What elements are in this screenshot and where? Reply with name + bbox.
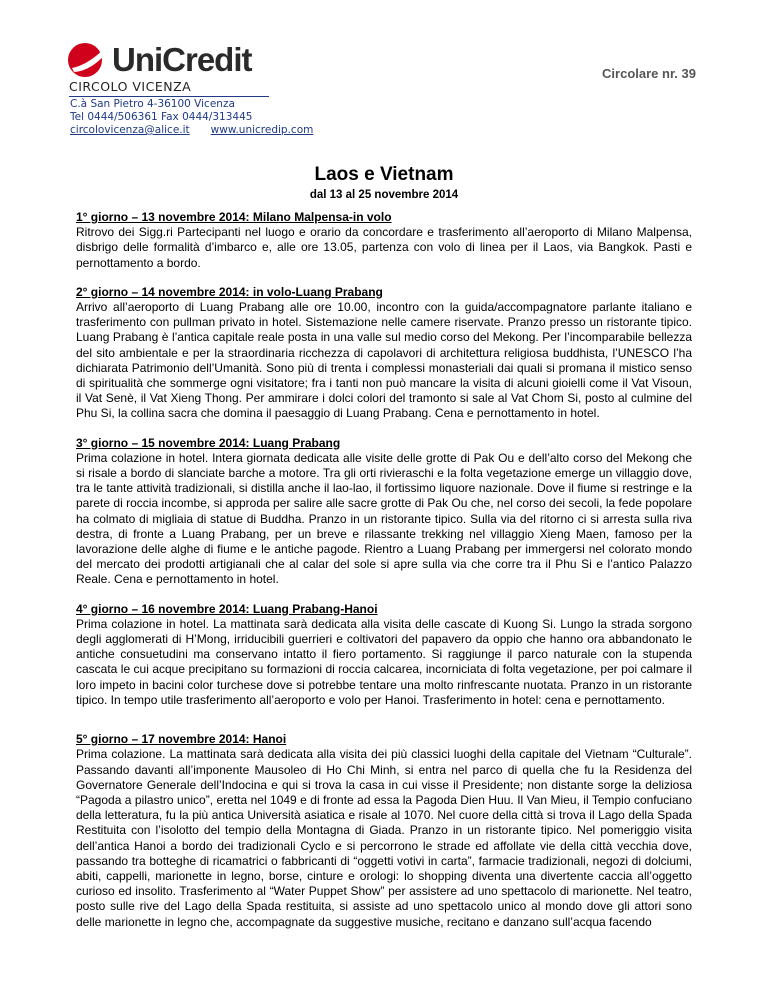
- day-heading: 5° giorno – 17 novembre 2014: Hanoi: [76, 732, 287, 747]
- itinerary-day: [76, 436, 692, 588]
- day-heading: 2° giorno – 14 novembre 2014: in volo-Luang Prabang: [76, 284, 383, 299]
- day-text: Prima colazione in hotel. La mattinata sarà dedicata alla visita delle cascate di Kuong Si. Lungo la strada sorgono degli agglomerati di H’Mong, irriducibili guerrieri e coltivatori del papavero da oppio che hanno ora abbandonato le antiche consuetudini ma conservano intatto il fiero portamento. Si raggiunge il parco naturale con la stupenda cascata le cui acque precipitano su formazioni di roccia calcarea, incorniciata di folta vegetazione, per poi calmare il loro impeto in bacini color turchese dove si potrebbe tentare una molto rinfrescante nuotata. Pranzo in un ristorante tipico. In tempo utile trasferimento all’aeroporto e volo per Hanoi. Trasferimento in hotel: cena e pernottamento.: [76, 616, 692, 707]
- day-text: Prima colazione. La mattinata sarà dedicata alla visita dei più classici luoghi della capitale del Vietnam “Culturale”. Passando davanti all’imponente Mausoleo di Ho Chi Minh, si entra nel parco di quella che fu la Residenza del Governatore Generale dell’Indocina e qui si trova la casa in cui visse il Presidente; non distante sorge la deliziosa “Pagoda a pilastro unico”, eretta nel 1049 e di fronte ad essa la Pagoda Dien Huu. Il Van Mieu, il Tempio confuciano della letteratura, fu la più antica Università asiatica e risale al 1070. Nel cuore della città si trova il Lago della Spada Restituita con l’isolotto del tempio della Montagna di Giada. Pranzo in un ristorante tipico. Nel pomeriggio visita dell’antica Hanoi a bordo dei tradizionali Cyclo e si percorrono le strade ed affollate vie della città vecchia dove, passando tra botteghe di ricamatrici o fabbricanti di “oggetti votivi in carta”, farmacie tradizionali, negozi di dolciumi, abiti, cappelli, marionette in legno, borse, cinture e orologi: lo shopping diventa una divertente caccia all’oggetto curioso ed insolito. Trasferimento al “Water Puppet Show” per assistere ad uno spettacolo di marionette. Nel teatro, posto sulle rive del Lago della Spada restituita, si assiste ad uno spettacolo unico al mondo dove gli attori sono delle marionette in legno che, accompagnate da suggestive musiche, recitano e danzano sull’acqua facendo: [76, 747, 692, 929]
- address: C.à San Pietro 4-36100 Vicenza: [70, 98, 235, 110]
- email-link[interactable]: circolovicenza@alice.it: [70, 124, 190, 136]
- unicredit-logo: [66, 40, 252, 80]
- itinerary-day: [76, 732, 692, 930]
- header-divider: [69, 96, 269, 97]
- day-heading: 4° giorno – 16 novembre 2014: Luang Prabang-Hanoi: [76, 601, 378, 616]
- circolo-name: CIRCOLO VICENZA: [69, 79, 192, 94]
- document-subtitle: dal 13 al 25 novembre 2014: [309, 189, 459, 201]
- itinerary-day: [76, 210, 692, 271]
- phone-fax: Tel 0444/506361 Fax 0444/313445: [70, 111, 253, 123]
- circolare-number: Circolare nr. 39: [602, 66, 696, 81]
- itinerary-day: [76, 285, 692, 422]
- letterhead: [66, 38, 696, 138]
- day-heading: 1° giorno – 13 novembre 2014: Milano Malpensa-in volo: [76, 210, 392, 224]
- itinerary-day: [76, 602, 692, 708]
- document-title: Laos e Vietnam: [314, 164, 454, 185]
- day-text: Prima colazione in hotel. Intera giornata dedicata alle visite delle grotte di Pak Ou e dell’alto corso del Mekong che si risale a bordo di slanciate barche a motore. Tra gli orti rivieraschi e la folta vegetazione emerge un villaggio dove, tra le tante attività tradizionali, si distilla anche il lao-lao, il fortissimo liquore nazionale. Dove il fiume si restringe e la parete di roccia incombe, si approda per salire alle sacre grotte di Pak Ou che, nel corso dei secoli, la fede popolare ha colmato di migliaia di statue di Buddha. Pranzo in un ristorante tipico. Sulla via del ritorno ci si arresta sulla riva destra, di fronte a Luang Prabang, per un breve e rilassante trekking nel villaggio Xieng Maen, famoso per la lavorazione delle alghe di fiume e le antiche pagode. Rientro a Luang Prabang per immergersi nel colorato mondo del mercato dei prodotti artigianali che al calar del sole si apre sulla via che corre tra il Phu Si e l’antico Palazzo Reale. Cena e pernottamento in hotel.: [76, 450, 692, 587]
- itinerary: [76, 210, 692, 944]
- day-heading: 3° giorno – 15 novembre 2014: Luang Prabang: [76, 435, 341, 450]
- contact-block: [70, 98, 313, 137]
- day-text: Ritrovo dei Sigg.ri Partecipanti nel luogo e orario da concordare e trasferimento all’aeroporto di Milano Malpensa, disbrigo delle formalità d’imbarco e, alle ore 13.05, partenza con volo di linea per il Laos, via Bangkok. Pasti e pernottamento a bordo.: [76, 225, 692, 270]
- unicredit-logo-icon: [66, 41, 110, 79]
- website-link[interactable]: www.unicredip.com: [210, 124, 314, 136]
- brand-name: UniCredit: [112, 41, 252, 78]
- day-text: Arrivo all’aeroporto di Luang Prabang alle ore 10.00, incontro con la guida/accompagnatore parlante italiano e trasferimento con pullman privato in hotel. Sistemazione nelle camere riservate. Pranzo presso un ristorante tipico. Luang Prabang è l’antica capitale reale posta in una valle sul medio corso del Mekong. Per l’incomparabile bellezza del sito ambientale e per la straordinaria ricchezza di capolavori di architettura religiosa buddhista, l’UNESCO l’ha dichiarata Patrimonio dell’Umanità. Sono più di trenta i complessi monasteriali dai quali si promana il mistico senso di spiritualità che sommerge ogni visitatore; fra i tanti non può mancare la visita di alcuni gioielli come il Vat Visoun, il Vat Senè, il Vat Xieng Thong. Per ammirare i dolci colori del tramonto si sale al Vat Chom Si, posto al culmine del Phu Si, la collina sacra che domina il paesaggio di Luang Prabang. Cena e pernottamento in hotel.: [76, 300, 692, 421]
